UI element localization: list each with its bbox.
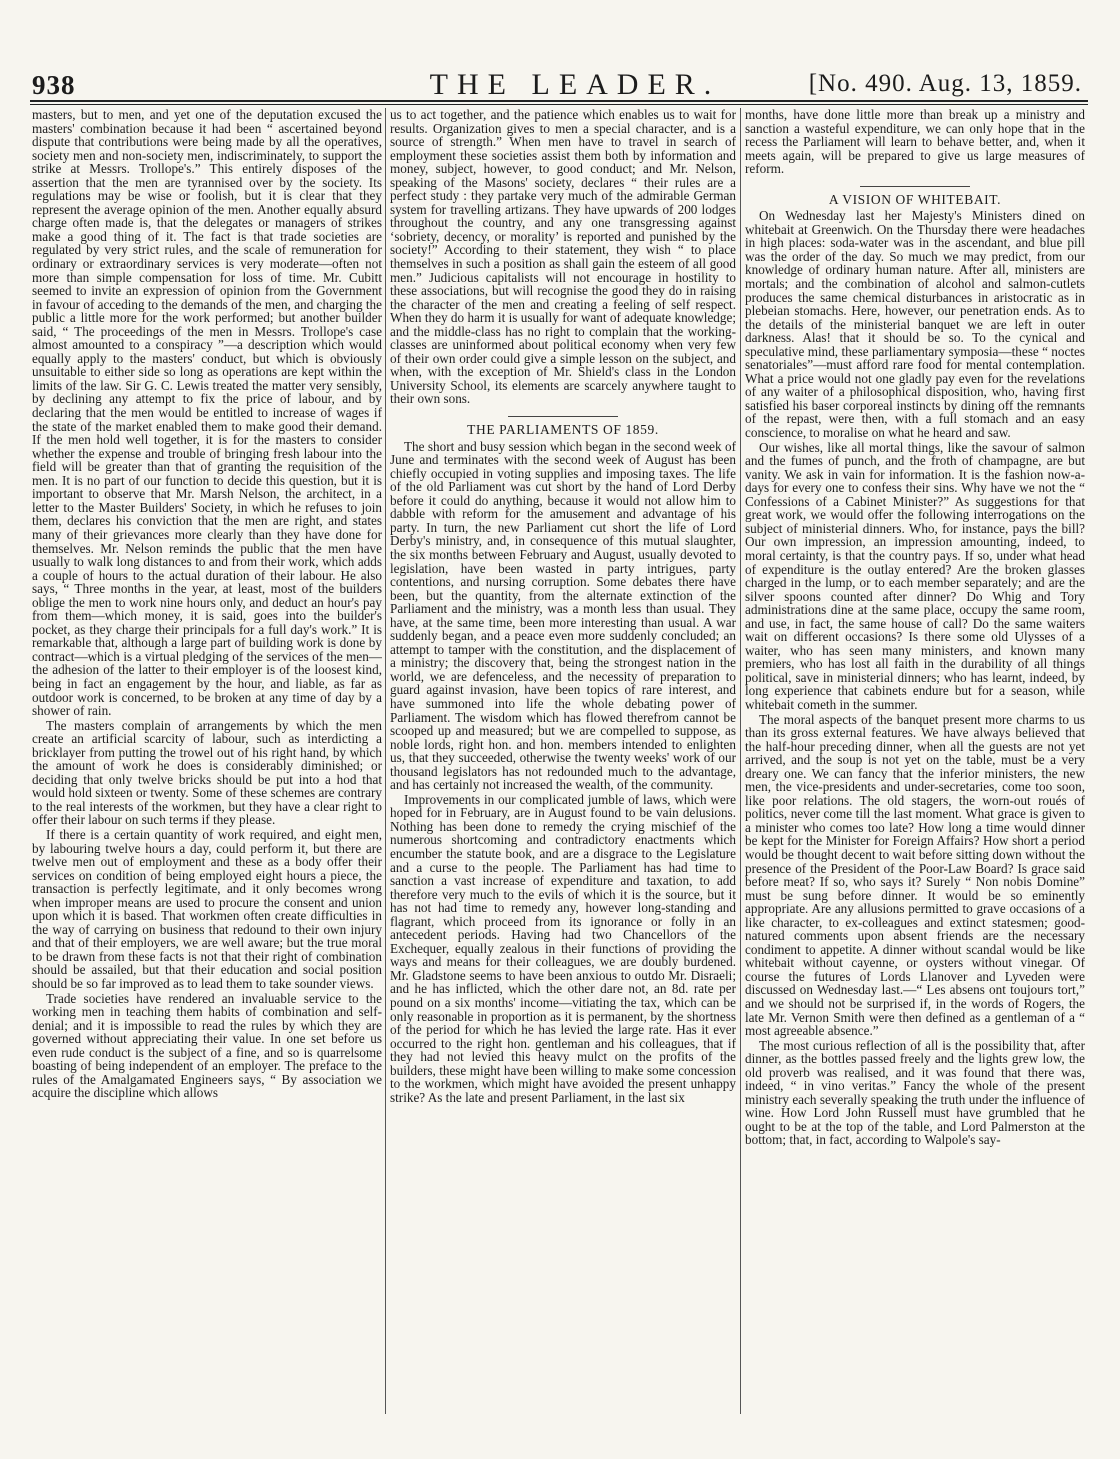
section-separator xyxy=(508,416,618,417)
column-2 xyxy=(390,108,736,1418)
article-heading: A VISION OF WHITEBAIT. xyxy=(828,191,1002,207)
paragraph: months, have done little more than break up a ministry and sanction a wasteful expenditure, we can only hope that in the recess the Parliament will learn to behave better, and, when it meets again, will be prepared to give us large measures of reform. xyxy=(745,108,1085,177)
column-divider xyxy=(385,108,386,1414)
section-separator xyxy=(860,186,970,187)
paragraph: us to act together, and the patience which enables us to wait for results. Organization gives to men a special character, and is a source of strength.” When men have to travel in search of employment these societies assist them both by information and money, subject, however, to good conduct; and Mr. Nelson, speaking of the Masons' society, declares “ their rules are a perfect study : they partake very much of the admirable German system for travelling artizans. They have upwards of 200 lodges throughout the country, and any one transgressing against ‘sobriety, decency, or morality’ is reported and punished by the society!” According to their statement, they wish “ to place themselves in such a position as shall gain the esteem of all good men.” Judicious capitalists will not encourage in hostility to these associations, but will recognise the good they do in raising the character of the men and creating a feeling of self respect. When they do harm it is usually for want of adequate knowledge; and the middle-class has no right to complain that the working-classes are uninformed about political economy when very few of their own order could give a simple lesson on the subject, and when, with the exception of Mr. Shield's class in the London University School, its elements are scarcely anywhere taught to their own sons. xyxy=(390,108,736,407)
header-rule-thin xyxy=(30,104,1088,105)
newspaper-title: THE LEADER. xyxy=(429,68,721,101)
paragraph: The masters complain of arrangements by which the men create an artificial scarcity of labour, such as interdicting a bricklayer from putting the trowel out of his right hand, by which the amount of work he does is considerably diminished; or deciding that only twelve bricks should be put into a hod that would hold sixteen or twenty. Some of these schemes are contrary to the real interests of the workmen, but they have a clear right to offer their labour on such terms if they please. xyxy=(32,717,382,828)
paragraph: The short and busy session which began in the second week of June and terminates with the second week of August has been chiefly occupied in voting supplies and imposing taxes. The life of the old Parliament was cut short by the hand of Lord Derby before it could do anything, because it would not allow him to dabble with reform for the amusement and advantage of his party. In turn, the new Parliament cut short the life of Lord Derby's ministry, and, in consequence of this mutual slaughter, the six months between February and August, usually devoted to legislation, have been wasted in party intrigues, party contentions, and nursing corruption. Some debates there have been, but the quantity, from the alternate extinction of the Parliament and the ministry, was a month less than usual. They have, at the same time, been more interesting than usual. A war suddenly began, and a peace even more suddenly concluded; an attempt to tamper with the constitution, and the displacement of a ministry; the discovery that, being the strongest nation in the world, we are defenceless, and the necessity of preparation to guard against invasion, have been topics of rare interest, and have summoned into life the whole debating power of Parliament. The wisdom which has flowed therefrom cannot be scooped up and measured; but we are compelled to suppose, as noble lords, right hon. and hon. members intended to enlighten us, that they succeeded, otherwise the twenty weeks' work of our thousand legislators has not redounded much to the advantage, and has certainly not increased the wealth, of the community. xyxy=(390,438,736,793)
issue-number-date: [No. 490. Aug. 13, 1859. xyxy=(808,70,1082,97)
masthead xyxy=(30,66,1088,102)
page-number: 938 xyxy=(32,70,76,100)
column-3 xyxy=(745,108,1085,1418)
paragraph: If there is a certain quantity of work required, and eight men, by labouring twelve hours a day, could perform it, but there are twelve men out of employment and these as a body offer their services on condition of being employed eight hours a piece, the transaction is perfectly legitimate, and it only becomes wrong when improper means are used to procure the consent and union upon which it is based. That workmen often create difficulties in the way of carrying on business that redound to their own injury and that of their employers, we are well aware; but the true moral to be drawn from these facts is not that their right of combination should be assailed, but that their education and social position should be so far improved as to lead them to take sounder views. xyxy=(32,826,382,991)
paragraph: masters, but to men, and yet one of the deputation excused the masters' combination because it had been “ ascertained beyond dispute that contributions were being made by all the operatives, society men and non-society men, indiscriminately, to support the strike at Messrs. Trollope's.” This entirely disposes of the assertion that the men are tyrannised over by the society. Its regulations may be wise or foolish, but it is clear that they represent the average opinion of the men. Another equally absurd charge often made is, that the delegates or managers of strikes make a good thing of it. The fact is that trade societies are regulated by very strict rules, and the scale of remuneration for ordinary or extraordinary services is very moderate—often not more than simple compensation for loss of time. Mr. Cubitt seemed to invite an expression of opinion from the Government in favour of acceding to the demands of the men, and charging the public a little more for the work performed; but another builder said, “ The proceedings of the men in Messrs. Trollope's case almost amounted to a conspiracy ”—a description which would equally apply to the masters' conduct, but which is obviously unsuitable to either side so long as operations are kept within the limits of the law. Sir G. C. Lewis treated the matter very sensibly, by declining any attempt to fix the price of labour, and by declaring that the men would be entitled to increase of wages if the state of the market enabled them to make good their demand. If the men hold well together, it is for the masters to consider whether the expense and trouble of bringing fresh labour into the field will be greater than that of granting the requisition of the men. It is no part of our function to decide this question, but it is important to observe that Mr. Marsh Nelson, the architect, in a letter to the Master Builders' Society, in which he refuses to join them, declares his conviction that the men are right, and states many of their grievances more clearly than they have done for themselves. Mr. Nelson reminds the public that the men have usually to walk long distances to and from their work, which adds a couple of hours to the actual duration of their labour. He also says, “ Three months in the year, at least, most of the builders oblige the men to work nine hours only, and deduct an hour's pay from them—which money, it is said, goes into the builder's pocket, as they charge their principals for a full day's work.” It is remarkable that, although a large part of building work is done by contract—which is a virtual pledging of the services of the men—the adhesion of the latter to their employer is of the loosest kind, being in fact an engagement by the hour, and liable, as far as outdoor work is concerned, to be broken at any time of day by a shower of rain. xyxy=(32,108,382,719)
article-heading: THE PARLIAMENTS OF 1859. xyxy=(467,422,659,438)
paragraph: Our wishes, like all mortal things, like the savour of salmon and the fumes of punch, and the froth of champagne, are but vanity. We ask in vain for information. It is the fashion now-a-days for every one to confess their sins. Why have we not the “ Confessions of a Cabinet Minister?” As suggestions for that great work, we would offer the following interrogations on the subject of ministerial dinners. Who, for instance, pays the bill? Our own impression, an impression amounting, indeed, to moral certainty, is that the country pays. If so, under what head of expenditure is the outlay entered? Are the broken glasses charged in the lump, or to each member separately; and are the silver spoons counted after dinner? Do Whig and Tory administrations dine at the same place, occupy the same room, and use, in fact, the same house of call? Do the same waiters wait on different occasions? Is there some old Ulysses of a waiter, who has seen many ministers, and known many premiers, who has lost all faith in the durability of all things political, save in ministerial dinners; who has learnt, indeed, by long experience that cabinets endure but for a season, while whitebait cometh in the summer. xyxy=(745,439,1085,712)
column-1 xyxy=(32,108,382,1418)
paragraph: Improvements in our complicated jumble of laws, which were hoped for in February, are in August found to be vain delusions. Nothing has been done to remedy the crying mischief of the numerous shortcoming and contradictory enactments which encumber the statute book, and are a disgrace to the Legislature and a curse to the people. The Parliament has had time to sanction a vast increase of expenditure and taxation, to add therefore very much to the evils of which it is the source, but it has not had time to remedy any, however long-standing and flagrant, which proceed from its ignorance or folly in an antecedent periods. Having had two Chancellors of the Exchequer, equally zealous in their functions of providing the ways and means for their colleagues, we are doubly burdened. Mr. Gladstone seems to have been anxious to outdo Mr. Disraeli; and he has inflicted, which the other dare not, an 8d. rate per pound on a six months' income—vitiating the tax, which can be only reasonable in proportion as it is permanent, by the shortness of the period for which he has levied the large rate. Has it ever occurred to the right hon. gentleman and his colleagues, that if they had not levied this heavy mulct on the profits of the builders, these might have been willing to make some concession to the workmen, which might have avoided the present unhappy strike? As the late and present Parliament, in the last six xyxy=(390,791,736,1105)
paragraph: The most curious reflection of all is the possibility that, after dinner, as the bottles passed freely and the lights grew low, the old proverb was realised, and it was found that there was, indeed, “ in vino veritas.” Fancy the whole of the present ministry each severally speaking the truth under the influence of wine. How Lord John Russell must have grumbled that he ought to be at the top of the table, and Lord Palmerston at the bottom; that, in fact, according to Walpole's say- xyxy=(745,1037,1085,1148)
paragraph: The moral aspects of the banquet present more charms to us than its gross external features. We have always believed that the half-hour preceding dinner, when all the guests are not yet arrived, and the soup is not yet on the table, must be a very dreary one. We can fancy that the inferior ministers, the new men, the vice-presidents and under-secretaries, come too soon, like poor relations. The old stagers, the worn-out roués of politics, never come till the last moment. What grace is given to a minister who comes too late? How long a time would dinner be kept for the Minister for Foreign Affairs? How short a period would be thought decent to wait before sitting down without the presence of the President of the Poor-Law Board? Is grace said before meat? If so, who says it? Surely “ Non nobis Domine” must be sung before dinner. It would be so eminently appropriate. Are any allusions permitted to grave occasions of a like character, to ex-colleagues and extinct statesmen; good-natured comments upon absent friends are the necessary condiment to appetite. A dinner without scandal would be like whitebait without cayenne, or oysters without vinegar. Of course the futures of Lords Llanover and Lyveden were discussed on Wednesday last.—“ Les absens ont toujours tort,” and we should not be surprised if, in the words of Rogers, the late Mr. Vernon Smith were then defined as a gentleman of a “ most agreeable absence.” xyxy=(745,711,1085,1039)
paragraph: Trade societies have rendered an invaluable service to the working men in teaching them habits of combination and self-denial; and it is impossible to read the rules by which they are governed without appreciating their value. In one set before us even rude conduct is the subject of a fine, and so is quarrelsome boasting of being independent of an employer. The preface to the rules of the Amalgamated Engineers says, “ By association we acquire the discipline which allows xyxy=(32,990,382,1101)
paragraph: On Wednesday last her Majesty's Ministers dined on whitebait at Greenwich. On the Thursday there were headaches in high places: soda-water was in the ascendant, and blue pill was the order of the day. So much we may predict, from our knowledge of ordinary human nature. After all, ministers are mortals; and the combination of alcohol and salmon-cutlets produces the same chemical disturbances in aristocratic as in plebeian stomachs. Here, however, our penetration ends. As to the details of the ministerial banquet we are left in outer darkness. Alas! that it should be so. To the cynical and speculative mind, these parliamentary symposia—these “ noctes senatoriales”—must afford rare food for mental contemplation. What a price would not one gladly pay even for the revelations of any waiter of a philosophical disposition, who, having first satisfied his baser corporeal instincts by dining off the remnants of the repast, were then, with a full stomach and an easy conscience, to moralise on what he heard and saw. xyxy=(745,208,1085,441)
header-rule xyxy=(30,100,1088,102)
column-divider xyxy=(740,108,741,1414)
